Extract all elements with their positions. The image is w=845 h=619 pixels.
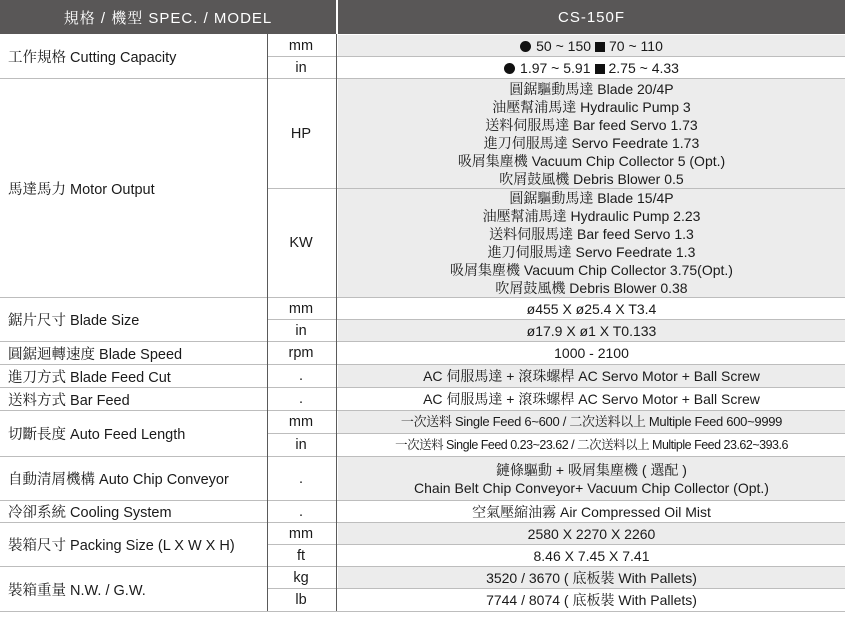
- row-divider: [0, 78, 845, 79]
- column-divider: [267, 34, 268, 611]
- value-weight-lb: [338, 589, 845, 611]
- value-bar-feed: [338, 388, 845, 410]
- column-divider: [336, 34, 337, 611]
- unit-auto-feed-in: in: [268, 434, 334, 456]
- chip-conveyor-line-1: 鏈條驅動 + 吸屑集塵機 ( 選配 ): [496, 461, 687, 478]
- row-divider: [0, 456, 845, 457]
- value-blade-size-mm: [338, 298, 845, 319]
- cutting-in-round: 1.97 ~ 5.91: [520, 59, 591, 76]
- kw-line: 進刀伺服馬達 Servo Feedrate 1.3: [487, 244, 696, 260]
- unit-cutting-mm: mm: [268, 35, 334, 56]
- value-weight-kg: [338, 567, 845, 588]
- unit-bar-feed: .: [268, 388, 334, 410]
- square-stock-icon: [595, 64, 605, 74]
- row-divider: [0, 387, 845, 388]
- hp-line: 吸屑集塵機 Vacuum Chip Collector 5 (Opt.): [457, 152, 726, 169]
- subrow-divider: [268, 188, 845, 189]
- subrow-divider: [268, 433, 845, 434]
- round-stock-icon: [520, 41, 531, 52]
- label-motor-output: 馬達馬力 Motor Output: [0, 79, 266, 297]
- subrow-divider: [268, 544, 845, 545]
- row-divider: [0, 297, 845, 298]
- blade-speed-text: 1000 - 2100: [554, 345, 629, 361]
- label-weight: 裝箱重量 N.W. / G.W.: [0, 567, 266, 611]
- blade-feed-text: AC 伺服馬達 + 滾珠螺桿 AC Servo Motor + Ball Screw: [423, 368, 760, 384]
- unit-blade-speed: rpm: [268, 342, 334, 364]
- unit-motor-hp: HP: [268, 79, 334, 188]
- hp-line: 圓鋸驅動馬達 Blade 20/4P: [509, 80, 674, 97]
- cooling-text: 空氣壓縮油霧 Air Compressed Oil Mist: [472, 503, 711, 520]
- hp-line: 進刀伺服馬達 Servo Feedrate 1.73: [483, 134, 700, 151]
- unit-cooling: .: [268, 501, 334, 522]
- subrow-divider: [268, 319, 845, 320]
- unit-blade-size-mm: mm: [268, 298, 334, 319]
- chip-conveyor-line-2: Chain Belt Chip Conveyor+ Vacuum Chip Collector (Opt.): [414, 479, 769, 496]
- value-blade-feed: [338, 365, 845, 387]
- row-divider: [0, 500, 845, 501]
- cutting-mm-round: 50 ~ 150: [536, 37, 592, 54]
- subrow-divider: [268, 588, 845, 589]
- weight-kg-text: 3520 / 3670 ( 底板裝 With Pallets): [486, 569, 697, 586]
- value-auto-feed-mm: [338, 411, 845, 433]
- unit-packing-ft: ft: [268, 545, 334, 566]
- hp-line: 送料伺服馬達 Bar feed Servo 1.73: [485, 116, 698, 133]
- unit-blade-size-in: in: [268, 320, 334, 341]
- unit-auto-feed-mm: mm: [268, 411, 334, 433]
- kw-line: 吸屑集塵機 Vacuum Chip Collector 3.75(Opt.): [450, 262, 733, 278]
- unit-weight-lb: lb: [268, 589, 334, 611]
- label-chip-conveyor: 自動清屑機構 Auto Chip Conveyor: [0, 457, 266, 500]
- label-cutting-capacity: 工作規格 Cutting Capacity: [0, 35, 266, 78]
- unit-motor-kw: KW: [268, 189, 334, 297]
- square-stock-icon: [595, 42, 605, 52]
- auto-feed-mm-text: 一次送料 Single Feed 6~600 / 二次送料以上 Multiple Feed 600~9999: [400, 414, 783, 429]
- value-blade-size-in: [338, 320, 845, 341]
- header-model-name: CS-150F: [338, 0, 845, 34]
- unit-cutting-in: in: [268, 57, 334, 78]
- value-packing-ft: [338, 545, 845, 566]
- unit-blade-feed: .: [268, 365, 334, 387]
- auto-feed-in-text: 一次送料 Single Feed 0.23~23.62 / 二次送料以上 Multiple Feed 23.62~393.6: [395, 438, 788, 452]
- blade-size-mm-text: ø455 X ø25.4 X T3.4: [526, 300, 657, 317]
- blade-size-in-text: ø17.9 X ø1 X T0.133: [526, 322, 657, 339]
- unit-weight-kg: kg: [268, 567, 334, 588]
- round-stock-icon: [504, 63, 515, 74]
- row-divider: [0, 566, 845, 567]
- value-auto-feed-in: [338, 434, 845, 456]
- kw-line: 吹屑鼓風機 Debris Blower 0.38: [495, 280, 688, 296]
- header-spec-model: 規格 / 機型 SPEC. / MODEL: [0, 0, 336, 34]
- value-packing-mm: [338, 523, 845, 544]
- hp-line: 油壓幫浦馬達 Hydraulic Pump 3: [492, 98, 691, 115]
- cutting-mm-square: 70 ~ 110: [609, 37, 663, 54]
- row-divider: [0, 611, 845, 612]
- value-motor-hp: [338, 79, 845, 188]
- label-auto-feed-length: 切斷長度 Auto Feed Length: [0, 411, 266, 456]
- value-cutting-in: [338, 57, 845, 78]
- value-cutting-mm: [338, 35, 845, 56]
- kw-line: 送料伺服馬達 Bar feed Servo 1.3: [489, 226, 694, 242]
- row-divider: [0, 341, 845, 342]
- subrow-divider: [268, 56, 845, 57]
- kw-line: 圓鋸驅動馬達 Blade 15/4P: [509, 190, 674, 206]
- value-motor-kw: [338, 189, 845, 297]
- unit-chip-conveyor: .: [268, 457, 334, 500]
- weight-lb-text: 7744 / 8074 ( 底板裝 With Pallets): [486, 592, 697, 608]
- value-blade-speed: [338, 342, 845, 364]
- label-blade-size: 鋸片尺寸 Blade Size: [0, 298, 266, 341]
- value-cooling: [338, 501, 845, 522]
- label-packing-size: 裝箱尺寸 Packing Size (L X W X H): [0, 523, 266, 566]
- label-blade-speed: 圓鋸迴轉速度 Blade Speed: [0, 342, 266, 364]
- bar-feed-text: AC 伺服馬達 + 滾珠螺桿 AC Servo Motor + Ball Screw: [423, 391, 760, 407]
- packing-mm-text: 2580 X 2270 X 2260: [527, 525, 656, 542]
- kw-line: 油壓幫浦馬達 Hydraulic Pump 2.23: [482, 208, 701, 224]
- label-bar-feed: 送料方式 Bar Feed: [0, 388, 266, 410]
- hp-line: 吹屑鼓風機 Debris Blower 0.5: [499, 170, 684, 187]
- cutting-in-square: 2.75 ~ 4.33: [608, 59, 679, 76]
- label-blade-feed: 進刀方式 Blade Feed Cut: [0, 365, 266, 387]
- packing-ft-text: 8.46 X 7.45 X 7.41: [533, 547, 650, 564]
- label-cooling-system: 冷卻系統 Cooling System: [0, 501, 266, 522]
- row-divider: [0, 364, 845, 365]
- unit-packing-mm: mm: [268, 523, 334, 544]
- row-divider: [0, 522, 845, 523]
- row-divider: [0, 410, 845, 411]
- value-chip-conveyor: [338, 457, 845, 500]
